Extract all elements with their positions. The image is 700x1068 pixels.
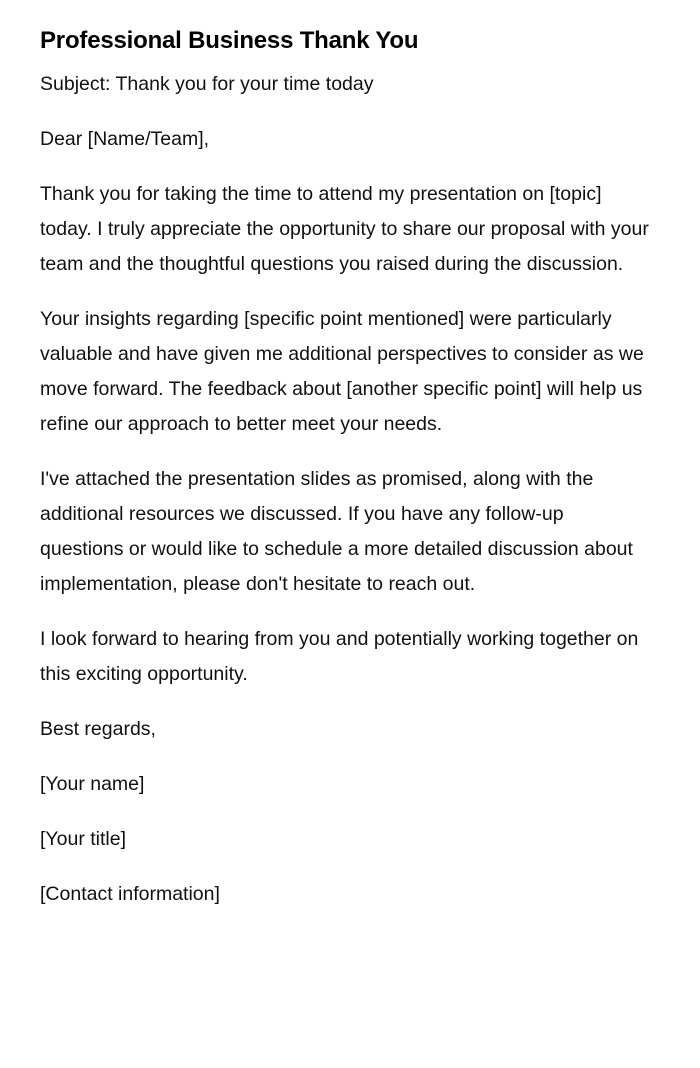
body-paragraph-3: I've attached the presentation slides as promised, along with the additional resources we discussed. If you have any follow-up questions or would like to schedule a more detailed discussion about implementation, please don't hesitate to reach out.	[40, 468, 633, 595]
body-paragraph-1: Thank you for taking the time to attend my presentation on [topic] today. I truly appreciate the opportunity to share our proposal with your team and the thoughtful questions you raised during the discussion.	[40, 183, 649, 275]
signature-name: [Your name]	[40, 773, 145, 795]
body-paragraph-4: I look forward to hearing from you and potentially working together on this exciting opportunity.	[40, 628, 639, 685]
email-subject-line: Subject: Thank you for your time today	[40, 73, 374, 95]
letter-document	[40, 24, 650, 932]
signature-title: [Your title]	[40, 828, 126, 850]
body-paragraph-2: Your insights regarding [specific point mentioned] were particularly valuable and have given me additional perspectives to consider as we move forward. The feedback about [another specific point] will help us refine our approach to better meet your needs.	[40, 308, 644, 435]
document-title: Professional Business Thank You	[40, 27, 419, 54]
greeting: Dear [Name/Team],	[40, 128, 210, 150]
signature-contact: [Contact information]	[40, 883, 220, 905]
closing-line: Best regards,	[40, 718, 156, 740]
